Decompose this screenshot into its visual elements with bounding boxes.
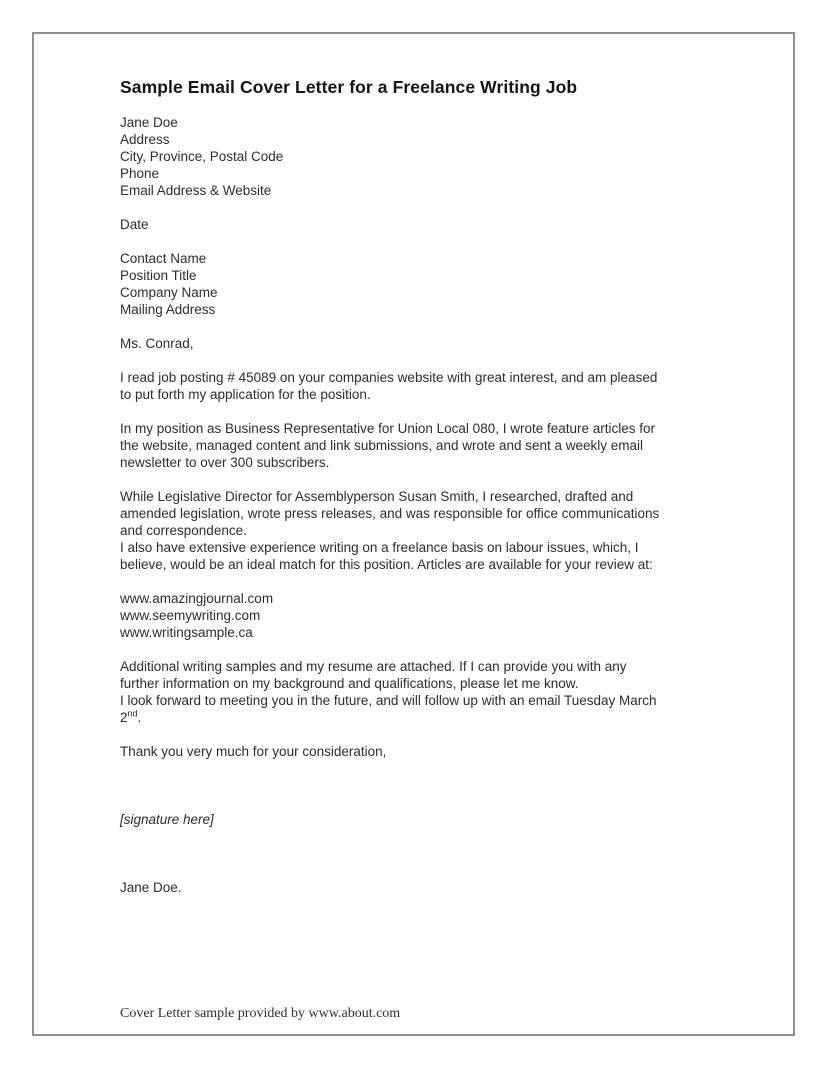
signed-name-block [120, 879, 725, 896]
date-line: Date [120, 217, 149, 232]
website-url: www.amazingjournal.com [120, 591, 274, 606]
ordinal-period: . [137, 710, 142, 725]
body-line-with-ordinal [120, 709, 725, 726]
body-line: further information on my background and qualifications, please let me know. [120, 676, 579, 691]
website-url: www.seemywriting.com [120, 608, 261, 623]
salutation: Ms. Conrad, [120, 336, 194, 351]
recipient-block [120, 250, 725, 318]
paragraph-follow-up [120, 658, 725, 726]
body-line: While Legislative Director for Assemblyperson Susan Smith, I researched, drafted and [120, 489, 634, 504]
ordinal-base: 2 [120, 710, 128, 725]
recipient-mailing-address: Mailing Address [120, 302, 216, 317]
paragraph-legislative-experience [120, 488, 725, 573]
sender-phone: Phone [120, 166, 160, 181]
ordinal-suffix: nd [127, 708, 138, 719]
closing-line: Thank you very much for your consideration, [120, 744, 387, 759]
paragraph-intro [120, 369, 725, 403]
signed-name: Jane Doe. [120, 880, 182, 895]
body-line: amended legislation, wrote press releases, and was responsible for office communications [120, 506, 660, 521]
website-url: www.writingsample.ca [120, 625, 253, 640]
signature-placeholder: [signature here] [120, 812, 214, 827]
sender-address: Address [120, 132, 170, 147]
body-line: newsletter to over 300 subscribers. [120, 455, 330, 470]
sender-city-line: City, Province, Postal Code [120, 149, 284, 164]
recipient-contact-name: Contact Name [120, 251, 207, 266]
signature-block [120, 811, 725, 828]
sender-name: Jane Doe [120, 115, 178, 130]
sender-email-website: Email Address & Website [120, 183, 272, 198]
footer-credit: Cover Letter sample provided by www.about.com [120, 1006, 401, 1021]
body-line: the website, managed content and link submissions, and wrote and sent a weekly email [120, 438, 644, 453]
body-line: I read job posting # 45089 on your companies website with great interest, and am pleased [120, 370, 658, 385]
paragraph-union-experience [120, 420, 725, 471]
letter-page [32, 32, 795, 1036]
body-line: Additional writing samples and my resume are attached. If I can provide you with any [120, 659, 627, 674]
body-line: to put forth my application for the position. [120, 387, 371, 402]
closing-block [120, 743, 725, 760]
recipient-company-name: Company Name [120, 285, 218, 300]
sender-block [120, 114, 725, 199]
date-block [120, 216, 725, 233]
body-line: and correspondence. [120, 523, 247, 538]
body-line: In my position as Business Representative for Union Local 080, I wrote feature articles for [120, 421, 656, 436]
letter-content [34, 34, 793, 896]
body-line: believe, would be an ideal match for this position. Articles are available for your review at: [120, 557, 653, 572]
writing-samples-links [120, 590, 725, 641]
salutation-block [120, 335, 725, 352]
body-line: I look forward to meeting you in the future, and will follow up with an email Tuesday March [120, 693, 657, 708]
recipient-position-title: Position Title [120, 268, 197, 283]
body-line: I also have extensive experience writing on a freelance basis on labour issues, which, I [120, 540, 639, 555]
letter-title: Sample Email Cover Letter for a Freelance Writing Job [120, 77, 578, 97]
